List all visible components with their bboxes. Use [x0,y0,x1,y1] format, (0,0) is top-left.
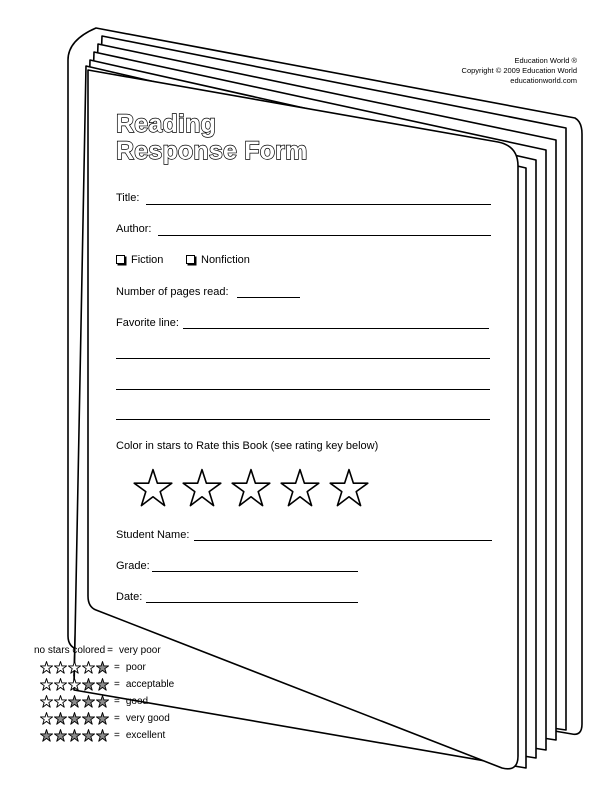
rating-star-3[interactable] [230,468,272,508]
rating-key-row [34,710,174,727]
empty-star-icon [40,712,53,725]
rating-key-stars [40,729,109,742]
rating-key-equals: = [107,645,113,656]
date-label: Date: [116,591,143,603]
empty-star-icon [82,661,95,674]
rating-instruction: Color in stars to Rate this Book (see rating key below) [116,440,379,452]
author-label: Author: [116,223,152,235]
rating-key-stars [40,661,109,674]
filled-star-icon [82,712,95,725]
filled-star-icon [82,729,95,742]
rating-key-stars [40,678,109,691]
empty-star-icon [40,661,53,674]
nonfiction-option[interactable] [186,254,250,266]
title-label: Title: [116,192,140,204]
rating-key [34,642,174,744]
nonfiction-checkbox[interactable] [186,255,195,264]
rating-key-equals: = [114,662,120,673]
filled-star-icon [82,695,95,708]
fiction-checkbox[interactable] [116,255,125,264]
filled-star-icon [96,695,109,708]
rating-star-5[interactable] [328,468,370,508]
favorite-line-field[interactable] [183,328,489,329]
rating-key-row [34,727,174,744]
empty-star-icon [54,661,67,674]
credit-line-1: Education World ® [514,56,577,65]
grade-field[interactable] [152,571,358,572]
rating-key-stars [40,695,109,708]
filled-star-icon [96,712,109,725]
rating-key-stars [40,712,109,725]
rating-key-label: good [125,696,149,707]
rating-key-label: acceptable [125,679,175,690]
empty-star-icon [54,695,67,708]
empty-star-icon [68,661,81,674]
favorite-line-field-2[interactable] [116,358,490,359]
rating-star-2[interactable] [181,468,223,508]
rating-key-equals: = [114,696,120,707]
student-name-field[interactable] [194,540,492,541]
filled-star-icon [54,712,67,725]
filled-star-icon [68,712,81,725]
filled-star-icon [82,678,95,691]
title-field[interactable] [146,204,491,205]
date-field[interactable] [146,602,358,603]
rating-key-equals: = [114,730,120,741]
pages-read-label: Number of pages read: [116,286,229,298]
filled-star-icon [40,729,53,742]
filled-star-icon [68,729,81,742]
rating-key-no-stars-text: no stars colored [34,645,106,656]
form-title-line-2: Response Form [116,137,308,165]
rating-key-row [34,642,174,659]
credit-line-2: Copyright © 2009 Education World [461,66,577,75]
filled-star-icon [68,695,81,708]
filled-star-icon [96,729,109,742]
form-title-line-1: Reading [116,110,217,138]
rating-key-label: very good [125,713,170,724]
empty-star-icon [68,678,81,691]
favorite-line-field-4[interactable] [116,419,490,420]
filled-star-icon [54,729,67,742]
fiction-option[interactable] [116,254,163,266]
filled-star-icon [96,678,109,691]
rating-key-equals: = [114,713,120,724]
rating-key-label: excellent [125,730,166,741]
rating-key-row [34,693,174,710]
rating-star-1[interactable] [132,468,174,508]
empty-star-icon [40,678,53,691]
empty-star-icon [40,695,53,708]
rating-star-4[interactable] [279,468,321,508]
pages-read-field[interactable] [237,297,300,298]
rating-key-equals: = [114,679,120,690]
rating-key-label: poor [125,662,146,673]
grade-label: Grade: [116,560,150,572]
filled-star-icon [96,661,109,674]
credit-website: educationworld.com [510,76,577,85]
fiction-label: Fiction [131,254,164,266]
author-field[interactable] [158,235,491,236]
empty-star-icon [54,678,67,691]
rating-key-row [34,676,174,693]
nonfiction-label: Nonfiction [201,254,250,266]
favorite-line-label: Favorite line: [116,317,179,329]
favorite-line-field-3[interactable] [116,389,490,390]
rating-stars [132,468,370,508]
rating-key-label: very poor [119,645,161,656]
student-name-label: Student Name: [116,529,190,541]
rating-key-row [34,659,174,676]
